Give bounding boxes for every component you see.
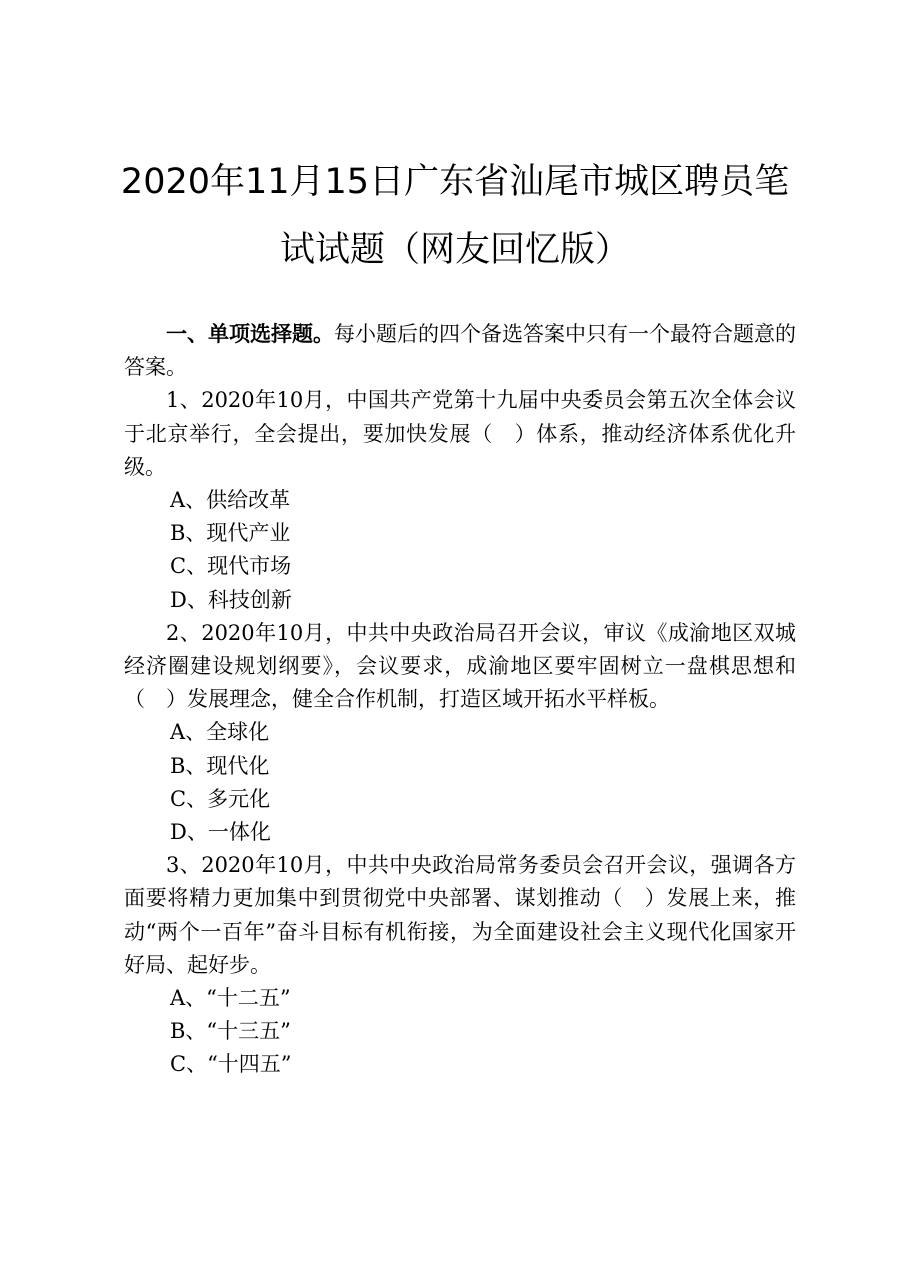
question-3-stem: 3、2020年10月，中共中央政治局常务委员会召开会议，强调各方面要将精力更加集中到贯彻党中央部署、谋划推动（ ）发展上来，推动“两个一百年”奋斗目标有机衔接，为全面建设社会主义现代化国家开好局、起好步。 (124, 853, 796, 977)
question-1-option-c: C、现代市场 (170, 554, 292, 579)
question-2-option-b: B、现代化 (170, 753, 270, 778)
question-3-option-a: A、“十二五” (170, 986, 291, 1011)
question-1-stem: 1、2020年10月，中国共产党第十九届中央委员会第五次全体会议于北京举行，全会提出，要加快发展（ ）体系，推动经济体系优化升级。 (124, 388, 796, 479)
document-title-line-1: 2020年11月15日广东省汕尾市城区聘员笔 (120, 162, 790, 202)
question-2-option-c: C、多元化 (170, 786, 271, 811)
section-instruction: 每小题后的四个备选答案中只有一个最符合题意的答案。 (124, 322, 796, 380)
document-body (124, 318, 796, 1082)
question-3-option-c: C、“十四五” (170, 1052, 292, 1077)
document-title-line-2: 试试题（网友回忆版） (279, 230, 630, 270)
question-2-stem: 2、2020年10月，中共中央政治局召开会议，审议《成渝地区双城经济圈建设规划纲要》，会议要求，成渝地区要牢固树立一盘棋思想和（ ）发展理念，健全合作机制，打造区域开拓水平样板。 (124, 620, 796, 712)
question-3-option-b: B、“十三五” (170, 1019, 291, 1044)
question-1-option-b: B、现代产业 (170, 521, 291, 546)
section-heading: 一、单项选择题。 (166, 322, 334, 346)
question-1-option-a: A、供给改革 (170, 488, 291, 513)
section-intro (124, 318, 796, 384)
question-2-option-a: A、全球化 (170, 720, 270, 745)
question-2-option-d: D、一体化 (170, 820, 271, 845)
question-1-option-d: D、科技创新 (170, 587, 292, 612)
